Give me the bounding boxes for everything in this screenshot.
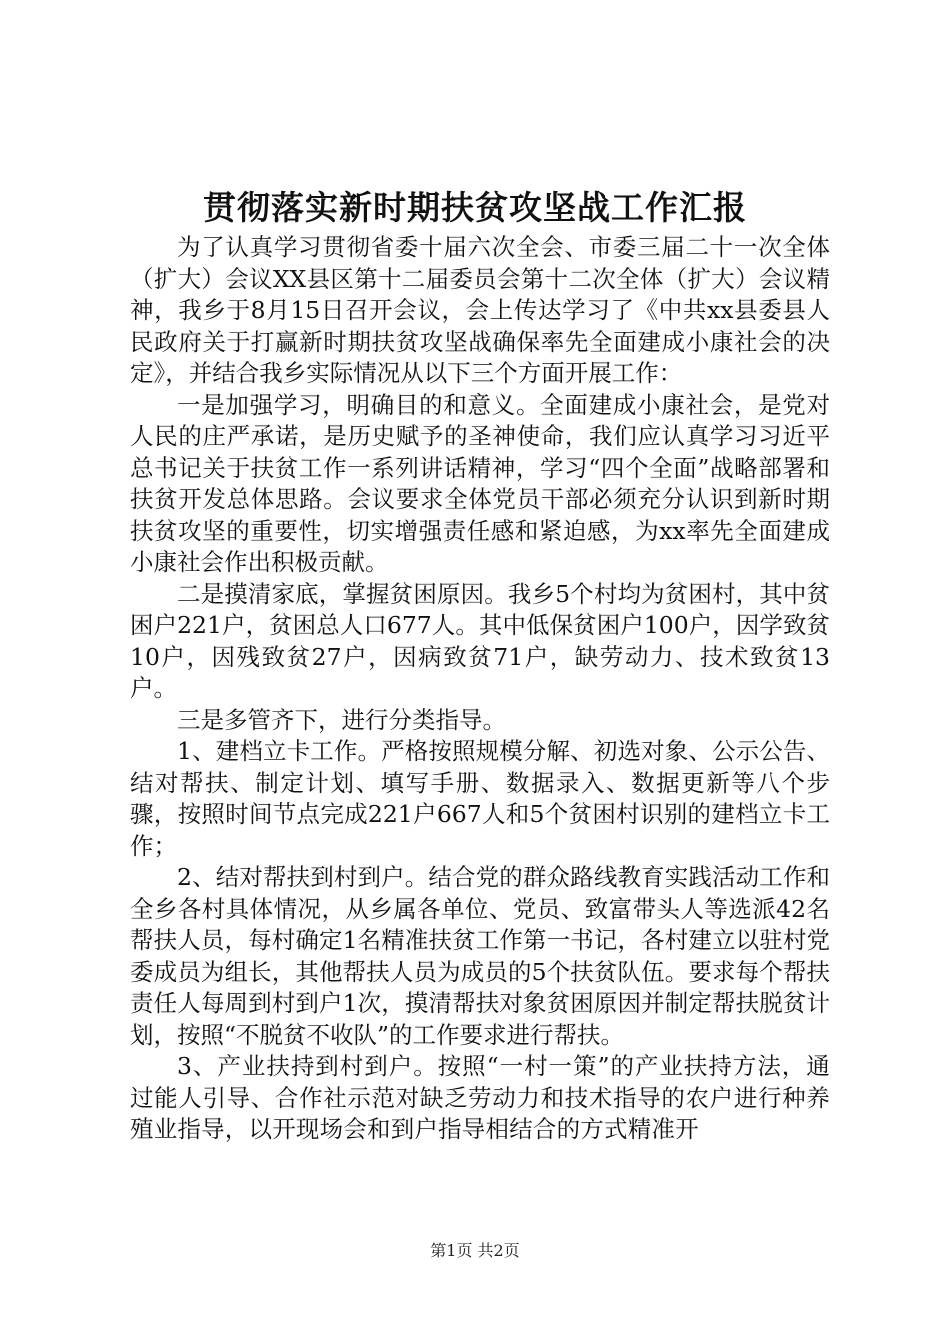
- paragraph-point-two: 二是摸清家底，掌握贫困原因。我乡5个村均为贫困村，其中贫困户221户，贫困总人口677人。其中低保贫困户100户，因学致贫10户，因残致贫27户，因病致贫71户，缺劳动力、技术致贫13户。: [130, 579, 830, 702]
- paragraph-intro: 为了认真学习贯彻省委十届六次全会、市委三届二十一次全体（扩大）会议XX县区第十二届委员会第十二次全体（扩大）会议精神，我乡于8月15日召开会议，会上传达学习了《中共xx县委县人民政府关于打赢新时期扶贫攻坚战确保率先全面建成小康社会的决定》，并结合我乡实际情况从以下三个方面开展工作：: [130, 233, 830, 387]
- page-footer: 第1页 共2页: [430, 1241, 520, 1260]
- paragraph-item-2: 2、结对帮扶到村到户。结合党的群众路线教育实践活动工作和全乡各村具体情况，从乡属各单位、党员、致富带头人等选派42名帮扶人员，每村确定1名精准扶贫工作第一书记，各村建立以驻村党委成员为组长，其他帮扶人员为成员的5个扶贫队伍。要求每个帮扶责任人每周到村到户1次，摸清帮扶对象贫困原因并制定帮扶脱贫计划，按照“不脱贫不收队”的工作要求进行帮扶。: [130, 863, 830, 1049]
- document-body: [130, 232, 830, 1146]
- paragraph-point-one: 一是加强学习，明确目的和意义。全面建成小康社会，是党对人民的庄严承诺，是历史赋予的圣神使命，我们应认真学习习近平总书记关于扶贫工作一系列讲话精神，学习“四个全面”战略部署和扶贫开发总体思路。会议要求全体党员干部必须充分认识到新时期扶贫攻坚的重要性，切实增强责任感和紧迫感，为xx率先全面建成小康社会作出积极贡献。: [130, 390, 830, 576]
- paragraph-item-1: 1、建档立卡工作。严格按照规模分解、初选对象、公示公告、结对帮扶、制定计划、填写手册、数据录入、数据更新等八个步骤，按照时间节点完成221户667人和5个贫困村识别的建档立卡工作；: [130, 737, 830, 860]
- paragraph-point-three: 三是多管齐下，进行分类指导。: [177, 705, 506, 734]
- document-title: 贯彻落实新时期扶贫攻坚战工作汇报: [203, 188, 747, 227]
- paragraph-item-3: 3、产业扶持到村到户。按照“一村一策”的产业扶持方法，通过能人引导、合作社示范对缺乏劳动力和技术指导的农户进行种养殖业指导，以开现场会和到户指导相结合的方式精准开: [130, 1052, 830, 1143]
